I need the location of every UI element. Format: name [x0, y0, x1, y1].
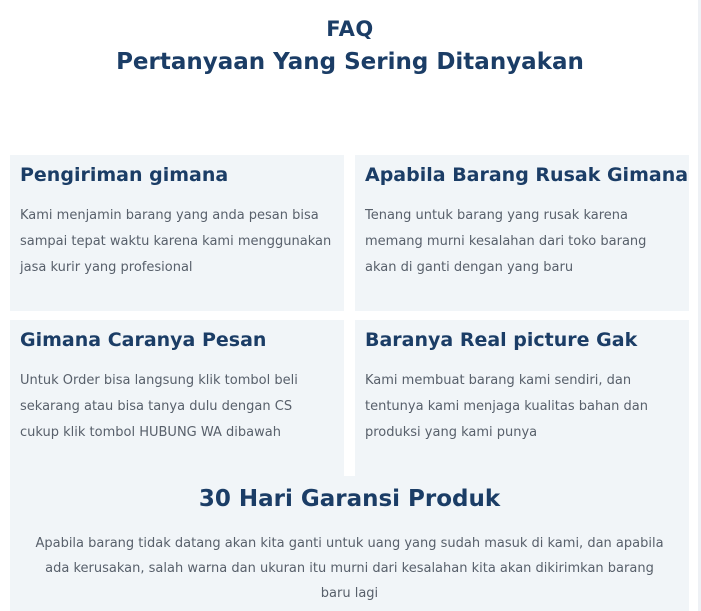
- faq-question: Pengiriman gimana: [20, 164, 229, 186]
- faq-answer: Kami membuat barang kami sendiri, dan tentunya kami menjaga kualitas bahan dan produksi yang kami punya: [365, 373, 648, 440]
- faq-answer: Tenang untuk barang yang rusak karena memang murni kesalahan dari toko barang akan di ganti dengan yang baru: [365, 208, 647, 275]
- faq-question: Gimana Caranya Pesan: [20, 329, 267, 351]
- faq-question: Baranya Real picture Gak: [365, 329, 638, 351]
- faq-card-shipping: [10, 155, 344, 311]
- faq-card-how-to-order: [10, 320, 344, 476]
- faq-answer: Kami menjamin barang yang anda pesan bisa sampai tepat waktu karena kami menggunakan jasa kurir yang profesional: [20, 208, 332, 275]
- warranty-section: [10, 476, 689, 611]
- section-label: FAQ: [326, 17, 374, 41]
- warranty-title: 30 Hari Garansi Produk: [198, 486, 501, 512]
- faq-card-damaged-goods: [355, 155, 689, 311]
- faq-answer: Untuk Order bisa langsung klik tombol beli sekarang atau bisa tanya dulu dengan CS cukup klik tombol HUBUNG WA dibawah: [20, 373, 298, 440]
- faq-question: Apabila Barang Rusak Gimana: [365, 164, 689, 186]
- page-title: Pertanyaan Yang Sering Ditanyakan: [116, 49, 584, 75]
- faq-header: [0, 14, 700, 80]
- faq-card-real-picture: [355, 320, 689, 476]
- warranty-description: Apabila barang tidak datang akan kita ganti untuk uang yang sudah masuk di kami, dan apabila ada kerusakan, salah warna dan ukuran itu murni dari kesalahan kita akan dikirimkan barang baru lagi: [35, 536, 664, 601]
